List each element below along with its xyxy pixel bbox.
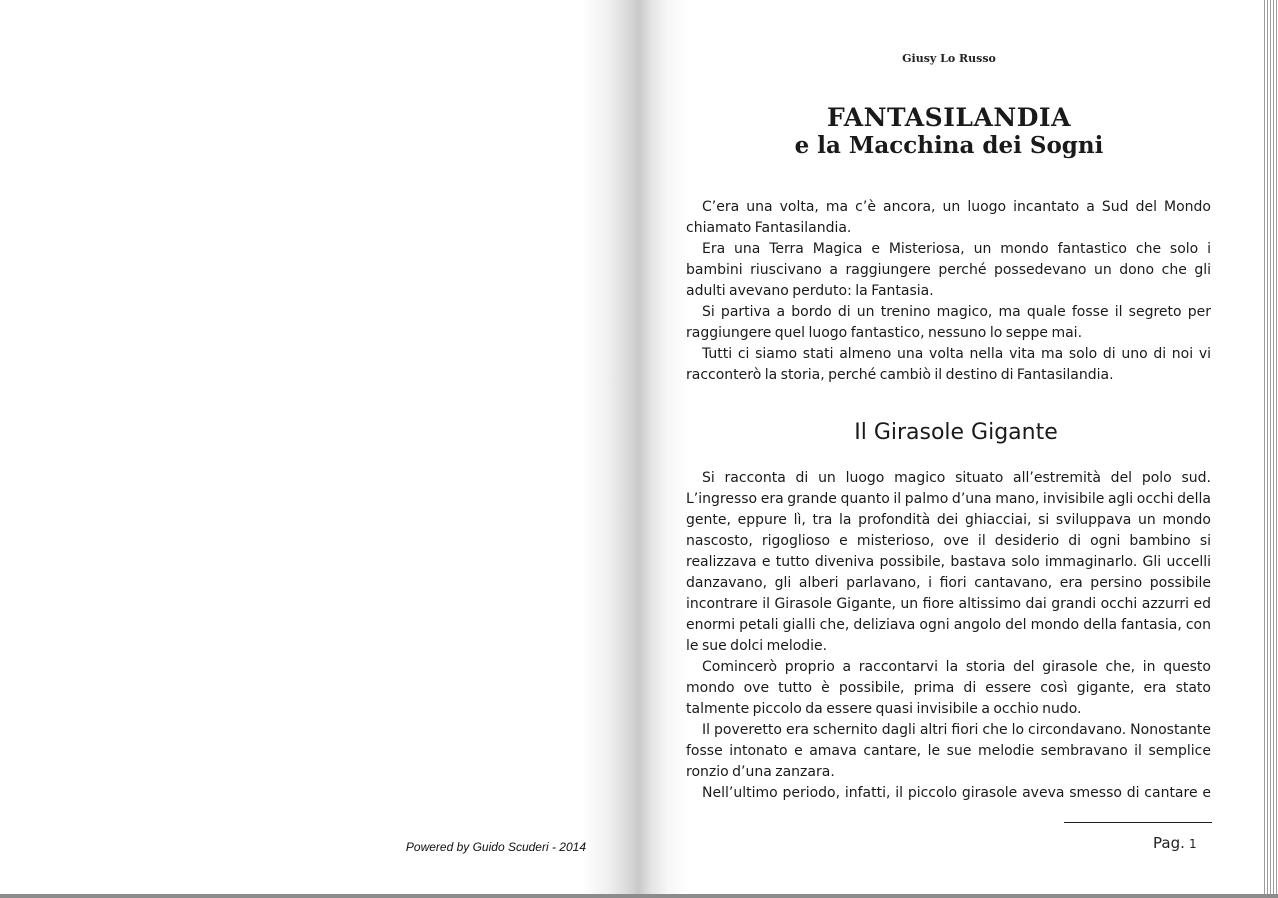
intro-text	[686, 197, 1211, 386]
intro-paragraph: C’era una volta, ma c’è ancora, un luogo incantato a Sud del Mondo chiamato Fantasilandia.	[686, 199, 1211, 236]
author-name: Giusy Lo Russo	[902, 52, 996, 65]
page-number: 1	[1189, 837, 1197, 851]
book-title	[686, 104, 1212, 160]
chapter-text	[686, 468, 1211, 804]
book-title-line-1: FANTASILANDIA	[826, 103, 1071, 132]
intro-paragraph: Si partiva a bordo di un trenino magico, ma quale fosse il segreto per raggiungere quel luogo fantastico, nessuno lo seppe mai.	[686, 304, 1211, 341]
chapter-paragraph: Comincerò proprio a raccontarvi la storia del girasole che, in questo mondo ove tutto è possibile, prima di essere così gigante, era stato talmente piccolo da essere quasi invisibile a occhio nudo.	[686, 659, 1211, 717]
chapter-title: Il Girasole Gigante	[854, 420, 1058, 445]
footer-divider	[1064, 822, 1212, 823]
page-label: Pag.	[1153, 834, 1185, 852]
chapter-paragraph: Il poveretto era schernito dagli altri fiori che lo circondavano. Nonostante fosse intonato e amava cantare, le sue melodie sembravano il semplice ronzio d’una zanzara.	[686, 722, 1211, 780]
chapter-paragraph: Si racconta di un luogo magico situato all’estremità del polo sud. L’ingresso era grande quanto il palmo d’una mano, invisibile agli occhi della gente, eppure lì, tra la profondità dei ghiacciai, si sviluppava un mondo nascosto, rigoglioso e misterioso, ove il desiderio di ogni bambino si realizzava e tutto diveniva possibile, bastava solo immaginarlo. Gli uccelli danzavano, gli alberi parlavano, i fiori cantavano, era persino possibile incontrare il Girasole Gigante, un fiore altissimo dai grandi occhi azzurri ed enormi petali gialli che, deliziava ogni angolo del mondo della fantasia, con le sue dolci melodie.	[686, 470, 1211, 654]
book-title-line-2: e la Macchina dei Sogni	[794, 132, 1104, 159]
powered-by-footer: Powered by Guido Scuderi - 2014	[405, 840, 586, 854]
chapter-paragraph: Nell’ultimo periodo, infatti, il piccolo girasole aveva smesso di cantare e	[702, 785, 1211, 801]
book-bottom-edge	[0, 894, 1278, 898]
intro-paragraph: Tutti ci siamo stati almeno una volta nella vita ma solo di uno di noi vi racconterò la storia, perché cambiò il destino di Fantasilandia.	[686, 346, 1211, 383]
intro-paragraph: Era una Terra Magica e Misteriosa, un mondo fantastico che solo i bambini riuscivano a raggiungere perché possedevano un dono che gli adulti avevano perduto: la Fantasia.	[686, 241, 1211, 299]
page-stack-edge	[1262, 0, 1278, 898]
